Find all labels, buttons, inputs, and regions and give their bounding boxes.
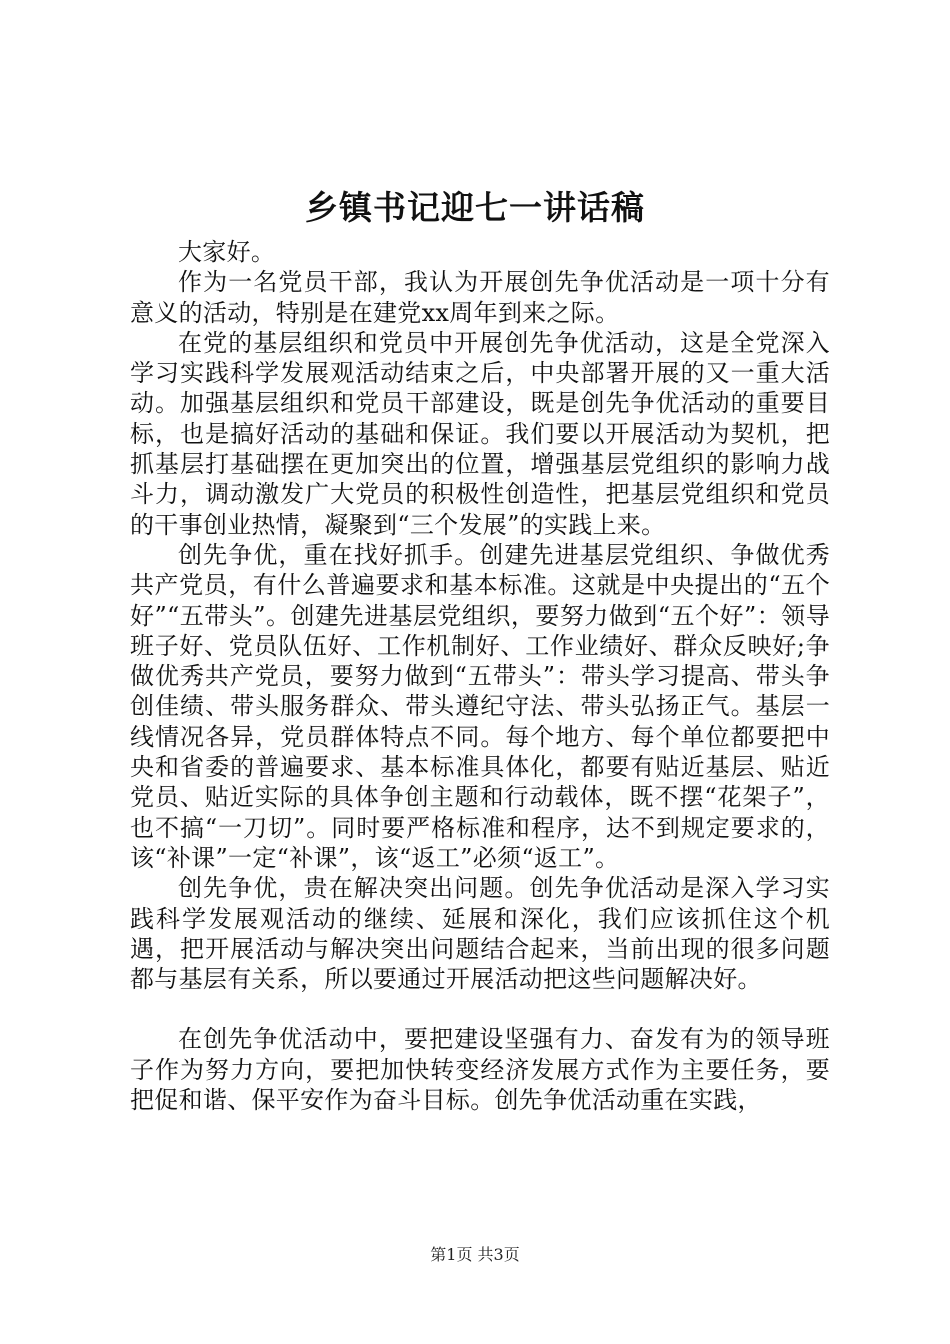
document-body [130,237,830,1115]
paragraph-activity: 在党的基层组织和党员中开展创先争优活动，这是全党深入学习实践科学发展观活动结束之后，中央部署开展的又一重大活动。加强基层组织和党员干部建设，既是创先争优活动的重要目标，也是搞好活动的基础和保证。我们要以开展活动为契机，把抓基层打基础摆在更加突出的位置，增强基层党组织的影响力战斗力，调动激发广大党员的积极性创造性，把基层党组织和党员的干事创业热情，凝聚到“三个发展”的实践上来。 [130,328,830,539]
page-footer: 第1页 共3页 [430,1245,520,1264]
paragraph-goals: 在创先争优活动中，要把建设坚强有力、奋发有为的领导班子作为努力方向，要把加快转变经济发展方式作为主要任务，要把促和谐、保平安作为奋斗目标。创先争优活动重在实践， [130,1025,830,1115]
document-title: 乡镇书记迎七一讲话稿 [305,188,645,227]
paragraph-standards: 创先争优，重在找好抓手。创建先进基层党组织、争做优秀共产党员，有什么普遍要求和基本标准。这就是中央提出的“五个好”“五带头”。创建先进基层党组织，要努力做到“五个好”：领导班子好、党员队伍好、工作机制好、工作业绩好、群众反映好;争做优秀共产党员，要努力做到“五带头”：带头学习提高、带头争创佳绩、带头服务群众、带头遵纪守法、带头弘扬正气。基层一线情况各异，党员群体特点不同。每个地方、每个单位都要把中央和省委的普遍要求、基本标准具体化，都要有贴近基层、贴近党员、贴近实际的具体争创主题和行动载体，既不摆“花架子”，也不搞“一刀切”。同时要严格标准和程序，达不到规定要求的，该“补课”一定“补课”，该“返工”必须“返工”。 [130,540,830,872]
paragraph-intro: 作为一名党员干部，我认为开展创先争优活动是一项十分有意义的活动，特别是在建党xx周年到来之际。 [130,268,830,327]
paragraph-greeting: 大家好。 [178,238,276,266]
paragraph-problems: 创先争优，贵在解决突出问题。创先争优活动是深入学习实践科学发展观活动的继续、延展和深化，我们应该抓住这个机遇，把开展活动与解决突出问题结合起来，当前出现的很多问题都与基层有关系，所以要通过开展活动把这些问题解决好。 [130,874,830,994]
